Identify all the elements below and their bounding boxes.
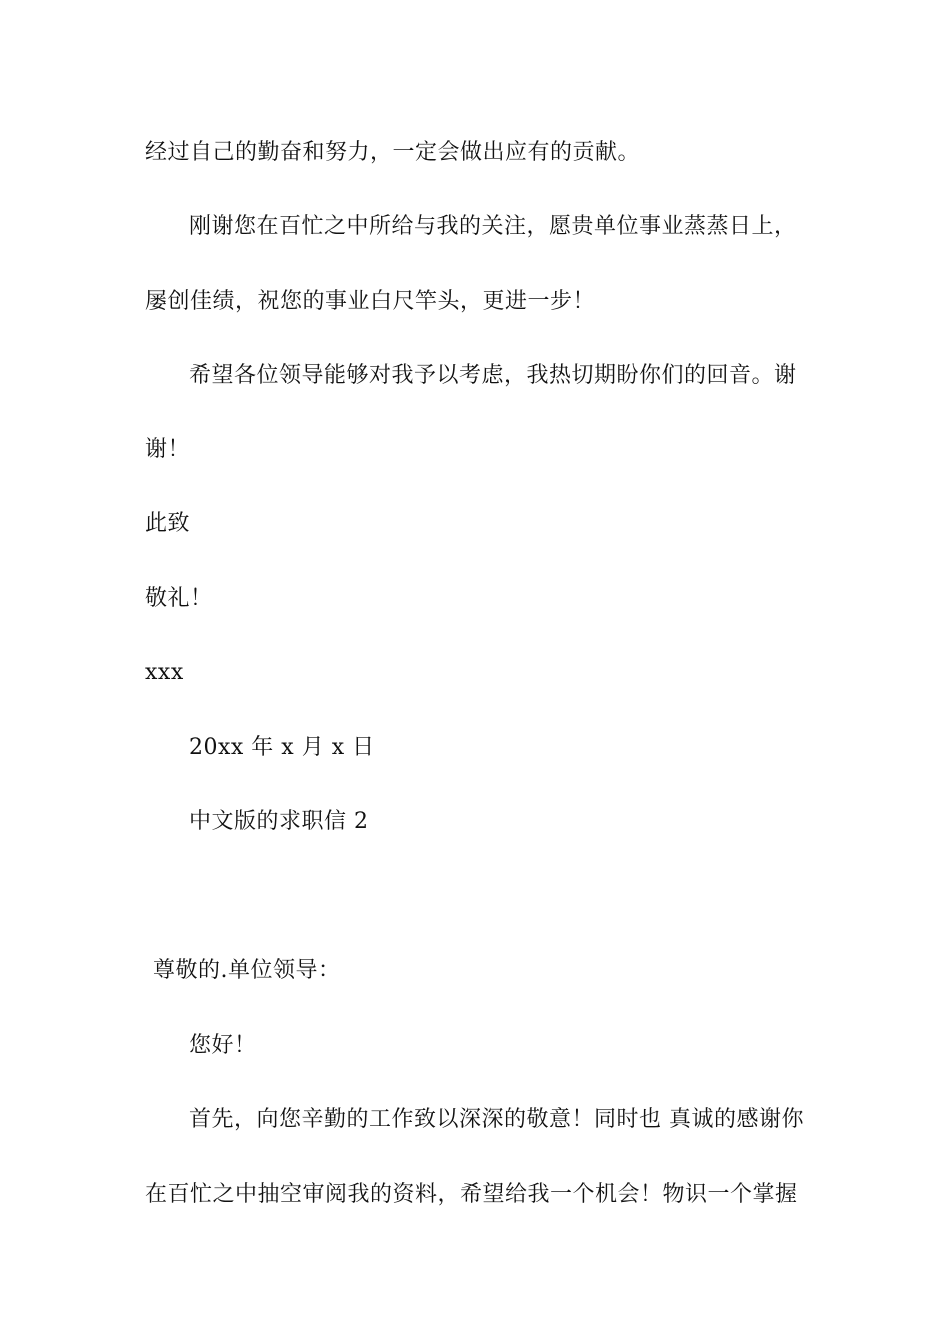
closing-line: 此致 bbox=[145, 511, 191, 536]
paragraph-line: 希望各位领导能够对我予以考虑，我热切期盼你们的回音。谢 bbox=[189, 363, 797, 388]
paragraph-line: 刚谢您在百忙之中所给与我的关注，愿贵单位事业蒸蒸日上， bbox=[189, 214, 797, 239]
section-title: 中文版的求职信 2 bbox=[189, 809, 369, 834]
greeting-line: 您好！ bbox=[189, 1033, 257, 1058]
paragraph-line: 谢！ bbox=[145, 437, 191, 462]
signature-line: xxx bbox=[145, 660, 184, 685]
closing-line: 敬礼！ bbox=[145, 586, 213, 611]
paragraph-line: 经过自己的勤奋和努力，一定会做出应有的贡献。 bbox=[145, 140, 641, 165]
paragraph-line: 屡创佳绩，祝您的事业白尺竿头，更进一步！ bbox=[145, 289, 596, 314]
date-line: 20xx 年 x 月 x 日 bbox=[189, 735, 375, 760]
paragraph-line: 首先，向您辛勤的工作致以深深的敬意！同时也 真诚的感谢你 bbox=[189, 1107, 804, 1132]
paragraph-line: 在百忙之中抽空审阅我的资料，希望给我一个机会！物识一个掌握 bbox=[145, 1182, 798, 1207]
salutation-line: 尊敬的.单位领导： bbox=[153, 958, 341, 983]
